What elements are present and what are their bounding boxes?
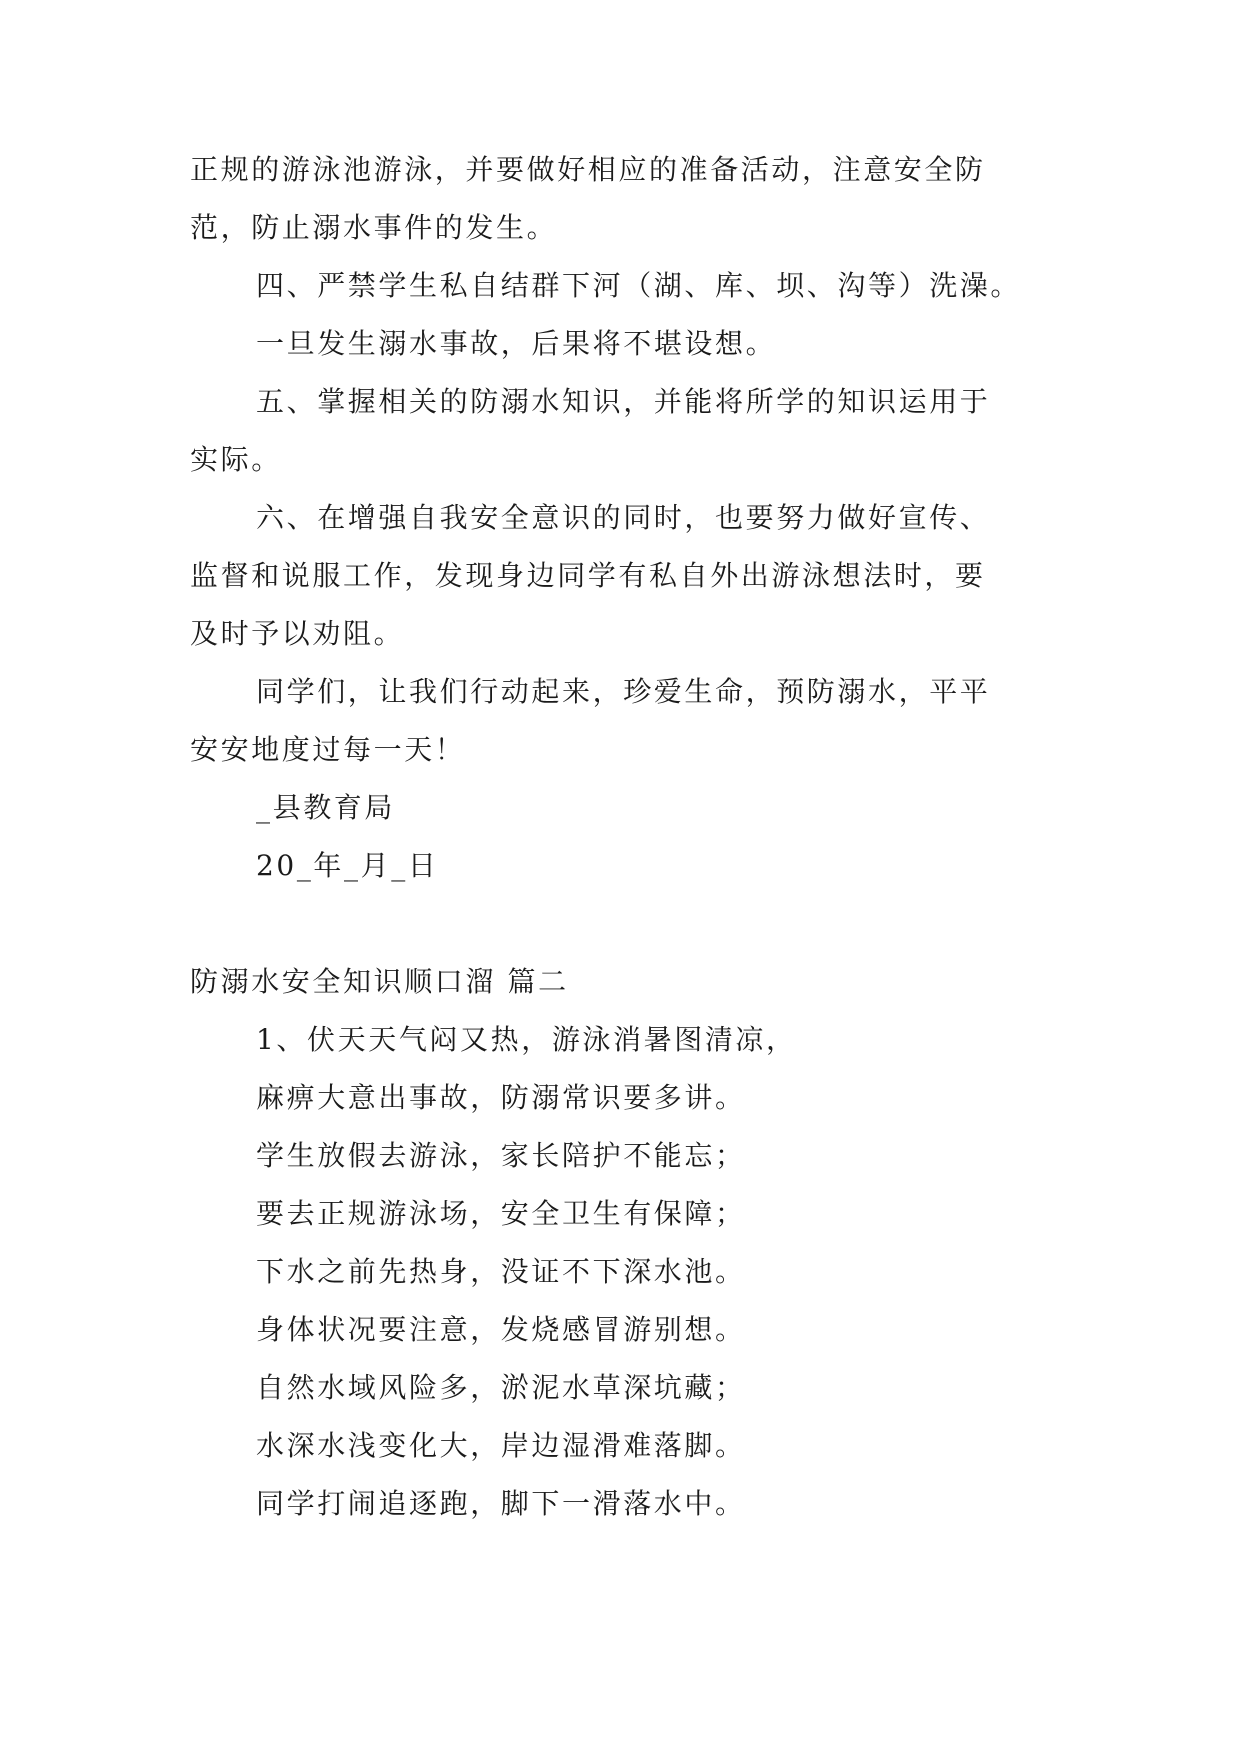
- verse-line: 下水之前先热身，没证不下深水池。: [256, 1255, 746, 1288]
- section-title: 防溺水安全知识顺口溜 篇二: [190, 965, 569, 998]
- verse-line: 同学打闹追逐跑，脚下一滑落水中。: [256, 1487, 746, 1520]
- paragraph-line: 及时予以劝阻。: [190, 617, 405, 650]
- verse-line: 自然水域风险多，淤泥水草深坑藏；: [256, 1371, 746, 1404]
- paragraph-line: 同学们，让我们行动起来，珍爱生命，预防溺水，平平: [256, 675, 991, 708]
- paragraph-line: 监督和说服工作，发现身边同学有私自外出游泳想法时，要: [190, 559, 986, 592]
- paragraph-line: 安安地度过每一天！: [190, 733, 466, 766]
- verse-line: 要去正规游泳场，安全卫生有保障；: [256, 1197, 746, 1230]
- verse-line: 麻痹大意出事故，防溺常识要多讲。: [256, 1081, 746, 1114]
- verse-line: 水深水浅变化大，岸边湿滑难落脚。: [256, 1429, 746, 1462]
- paragraph-line: 范，防止溺水事件的发生。: [190, 211, 558, 244]
- date: 20_年_月_日: [256, 849, 439, 882]
- paragraph-line: 四、严禁学生私自结群下河（湖、库、坝、沟等）洗澡。: [256, 269, 1022, 302]
- verse-line: 身体状况要注意，发烧感冒游别想。: [256, 1313, 746, 1346]
- paragraph-line: 一旦发生溺水事故，后果将不堪设想。: [256, 327, 777, 360]
- paragraph-line: 实际。: [190, 443, 282, 476]
- paragraph-line: 正规的游泳池游泳，并要做好相应的准备活动，注意安全防: [190, 153, 986, 186]
- signature: _县教育局: [256, 791, 396, 824]
- verse-line: 学生放假去游泳，家长陪护不能忘；: [256, 1139, 746, 1172]
- paragraph-line: 六、在增强自我安全意识的同时，也要努力做好宣传、: [256, 501, 991, 534]
- verse-line: 1、伏天天气闷又热，游泳消暑图清凉，: [256, 1023, 797, 1056]
- paragraph-line: 五、掌握相关的防溺水知识，并能将所学的知识运用于: [256, 385, 991, 418]
